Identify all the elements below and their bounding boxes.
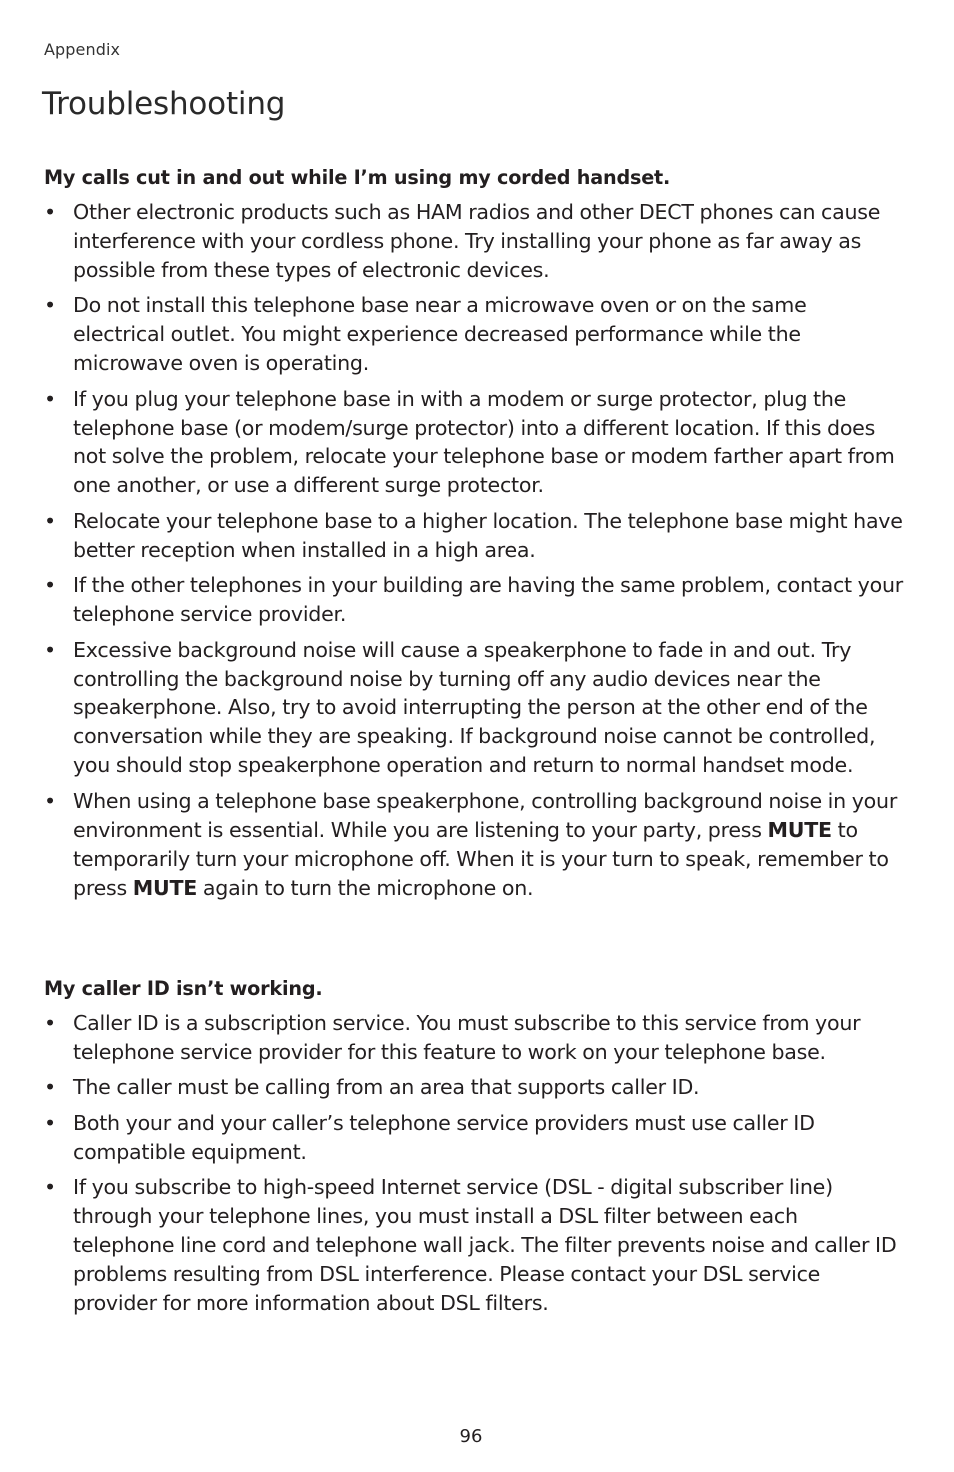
list-item: • Caller ID is a subscription service. You must subscribe to this service from your telephone service provider for this feature to work on your telephone base. — [44, 1009, 904, 1067]
list-item: • The caller must be calling from an area that supports caller ID. — [44, 1073, 904, 1102]
page-number: 96 — [459, 1426, 483, 1447]
troubleshooting-caller-id — [44, 977, 904, 1324]
section-label: Appendix — [44, 40, 121, 59]
list-item: • Both your and your caller’s telephone service providers must use caller ID compatible equipment. — [44, 1109, 904, 1167]
list-item: • If you plug your telephone base in with a modem or surge protector, plug the telephone base (or modem/surge protector) into a different location. If this does not solve the problem, relocate your telephone base or modem farther apart from one another, or use a different surge protector. — [44, 385, 904, 501]
list-item: • If you subscribe to high-speed Internet service (DSL - digital subscriber line) through your telephone lines, you must install a DSL filter between each telephone line cord and telephone wall jack. The filter prevents noise and caller ID problems resulting from DSL interference. Please contact your DSL service provider for more information about DSL filters. — [44, 1173, 904, 1318]
question-heading: My caller ID isn’t working. — [44, 977, 323, 1000]
mute-key: MUTE — [132, 875, 198, 900]
question-heading: My calls cut in and out while I’m using my corded handset. — [44, 166, 671, 189]
list-item: • Relocate your telephone base to a higher location. The telephone base might have better reception when installed in a high area. — [44, 507, 904, 565]
list-item — [44, 787, 904, 903]
item-text: When using a telephone base speakerphone, controlling background noise in your environment is essential. While you are listening to your party, press — [73, 788, 898, 842]
list-item: • Excessive background noise will cause a speakerphone to fade in and out. Try controlling the background noise by turning off any audio devices near the speakerphone. Also, try to avoid interrupting the person at the other end of the conversation while they are speaking. If background noise cannot be controlled, you should stop speakerphone operation and return to normal handset mode. — [44, 636, 904, 781]
answer-list — [44, 1009, 904, 1318]
answer-list — [44, 198, 904, 902]
item-text: to temporarily turn your microphone off. When it is your turn to speak, remember to press — [73, 817, 889, 900]
list-item: • Do not install this telephone base near a microwave oven or on the same electrical outlet. You might experience decreased performance while the microwave oven is operating. — [44, 291, 904, 378]
item-text: again to turn the microphone on. — [197, 875, 534, 900]
page-title: Troubleshooting — [42, 86, 286, 122]
list-item: • Other electronic products such as HAM radios and other DECT phones can cause interference with your cordless phone. Try installing your phone as far away as possible from these types of electronic devices. — [44, 198, 904, 285]
list-item: • If the other telephones in your building are having the same problem, contact your telephone service provider. — [44, 571, 904, 629]
troubleshooting-corded-handset — [44, 166, 904, 909]
mute-key: MUTE — [767, 817, 832, 842]
